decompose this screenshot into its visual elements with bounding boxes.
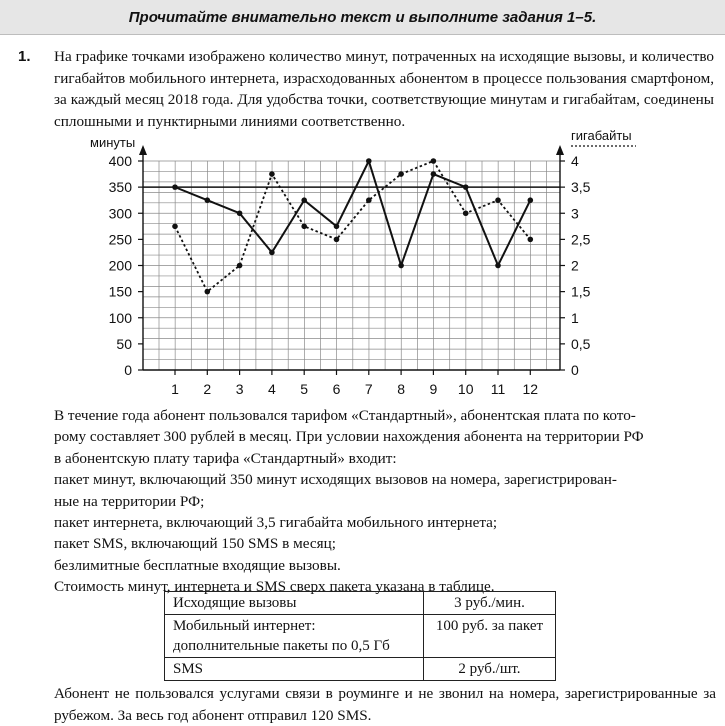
gigabytes-data-point	[495, 197, 501, 203]
table-cell-service	[165, 615, 424, 658]
minutes-data-point	[205, 197, 211, 203]
gigabytes-data-point	[463, 210, 469, 216]
table-row	[165, 592, 556, 615]
y-tick-right-label: 0,5	[571, 335, 591, 352]
minutes-data-point	[398, 263, 404, 269]
task-number: 1.	[18, 48, 31, 65]
tariff-line: рому составляет 300 рублей в месяц. При условии нахождения абонента на территории РФ	[54, 428, 644, 446]
tariff-line: пакет SMS, включающий 150 SMS в месяц;	[54, 535, 336, 553]
gigabytes-data-point	[205, 289, 211, 295]
minutes-data-point	[463, 184, 469, 190]
gigabytes-data-point	[172, 224, 178, 230]
footer-text: Абонент не пользовался услугами связи в роуминге и не звонил на номера, зарегистрированные за рубежом. За весь год абонент отправил 120 SMS.	[54, 685, 716, 724]
y-axis-right-label: гигабайты	[571, 128, 632, 143]
table-cell-service: Исходящие вызовы	[165, 592, 424, 615]
gigabytes-data-point	[398, 171, 404, 177]
minutes-data-point	[172, 184, 178, 190]
y-tick-right-label: 1,5	[571, 283, 591, 300]
y-axis-right-arrow	[556, 145, 564, 155]
gigabytes-data-point	[528, 237, 534, 243]
gigabytes-data-point	[269, 171, 275, 177]
table-cell-service: SMS	[165, 658, 424, 681]
y-tick-right-label: 3,5	[571, 179, 591, 196]
y-tick-right-label: 2,5	[571, 231, 591, 248]
y-tick-left-label: 50	[116, 335, 132, 352]
tariff-line: в абонентскую плату тарифа «Стандартный» входит:	[54, 449, 397, 467]
tariff-line: безлимитные бесплатные входящие вызовы.	[54, 556, 341, 574]
gigabytes-data-point	[431, 158, 437, 164]
y-tick-left-label: 300	[108, 205, 132, 222]
minutes-data-point	[301, 197, 307, 203]
tariff-line: ные на территории РФ;	[54, 492, 205, 510]
tariff-line: В течение года абонент пользовался тарифом «Стандартный», абонентская плата по кото-	[54, 407, 636, 424]
y-tick-left-label: 200	[108, 257, 132, 274]
x-tick-label: 9	[429, 381, 438, 397]
table-row	[165, 658, 556, 681]
y-axis-left-label: минуты	[90, 135, 136, 150]
task-intro-text: На графике точками изображено количество минут, потраченных на исходящие вызовы, и количество гигабайтов мобильного интернета, израсходованных абонентом в процессе пользования смартфоном, за каждый месяц 2018 года. Для удобства точки, соответствующие минутам и гигабайтам, соединены сплошными и пунктирными линиями соответственно.	[54, 48, 714, 130]
x-tick-label: 1	[171, 381, 179, 397]
gigabytes-data-point	[237, 263, 243, 269]
table-cell-price: 3 руб./мин.	[424, 592, 556, 615]
tariff-line: пакет интернета, включающий 3,5 гигабайта мобильного интернета;	[54, 514, 498, 532]
y-tick-right-label: 4	[571, 153, 579, 169]
table-row	[165, 615, 556, 658]
y-tick-left-label: 100	[108, 309, 132, 326]
x-tick-label: 4	[268, 381, 276, 397]
gigabytes-data-point	[334, 237, 340, 243]
y-tick-left-label: 400	[108, 153, 132, 169]
minutes-data-point	[334, 224, 340, 230]
x-tick-label: 7	[364, 381, 373, 397]
gigabytes-data-point	[301, 224, 307, 230]
price-table	[164, 591, 556, 681]
table-cell-price: 100 руб. за пакет	[424, 615, 556, 658]
table-cell-price: 2 руб./шт.	[424, 658, 556, 681]
y-tick-right-label: 1	[571, 309, 579, 326]
minutes-data-point	[431, 171, 437, 177]
y-axis-left-arrow	[139, 145, 147, 155]
x-tick-label: 8	[397, 381, 405, 397]
y-tick-left-label: 150	[108, 283, 132, 300]
table-cell-service-line: Мобильный интернет:	[173, 618, 316, 634]
x-tick-label: 3	[235, 381, 244, 397]
y-tick-right-label: 3	[571, 205, 579, 222]
y-tick-right-label: 2	[571, 257, 579, 274]
x-tick-label: 12	[522, 381, 539, 397]
minutes-data-point	[237, 210, 243, 216]
y-tick-left-label: 0	[124, 362, 132, 378]
y-tick-left-label: 350	[108, 179, 132, 196]
table-cell-service-line: дополнительные пакеты по 0,5 Гб	[173, 638, 390, 654]
minutes-data-point	[495, 263, 501, 269]
minutes-data-point	[528, 197, 534, 203]
minutes-data-point	[366, 158, 372, 164]
x-tick-label: 2	[203, 381, 212, 397]
x-tick-label: 11	[490, 381, 506, 397]
x-tick-label: 10	[457, 381, 474, 397]
tariff-line: пакет минут, включающий 350 минут исходящих вызовов на номера, зарегистрирован-	[54, 471, 617, 489]
x-tick-label: 6	[332, 381, 341, 397]
tariff-line: Стоимость минут, интернета и SMS сверх пакета указана в таблице.	[54, 578, 495, 596]
y-tick-right-label: 0	[571, 362, 579, 378]
gigabytes-data-point	[366, 197, 372, 203]
minutes-data-point	[269, 250, 275, 256]
y-tick-left-label: 250	[108, 231, 132, 248]
task-header-title: Прочитайте внимательно текст и выполните задания 1–5.	[128, 8, 597, 26]
tariff-description	[54, 405, 716, 598]
x-tick-label: 5	[300, 381, 309, 397]
